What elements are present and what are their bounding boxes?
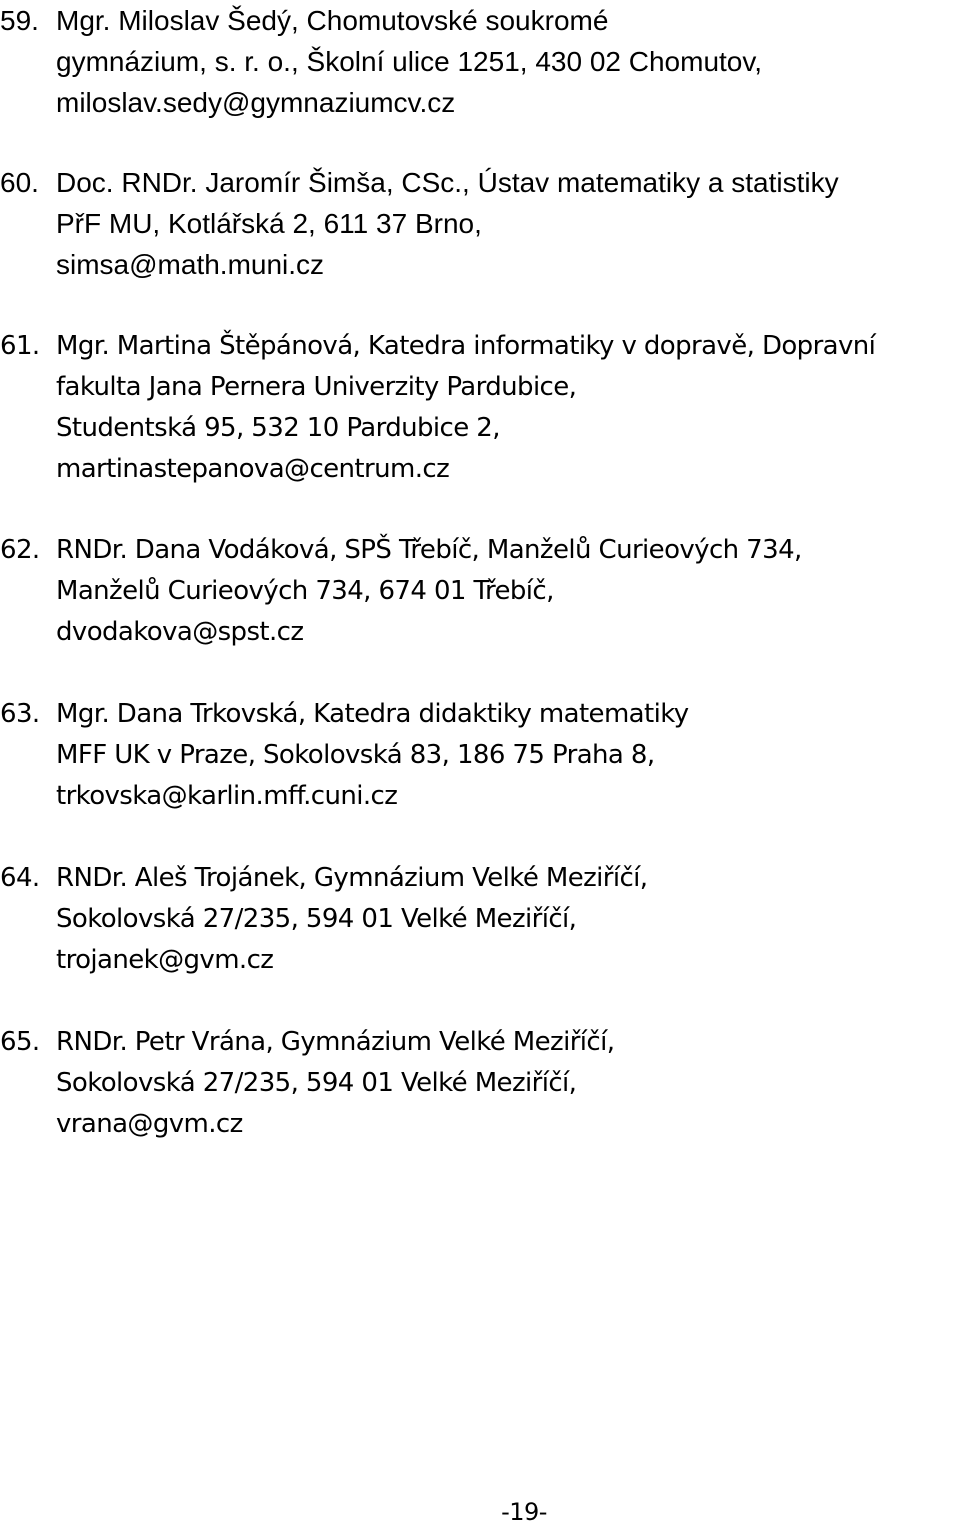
contact-entry-63 — [0, 694, 960, 817]
contact-entry-64 — [0, 858, 960, 981]
entry-line: Manželů Curieových 734, 674 01 Třebíč, — [56, 576, 554, 606]
contact-entry-65 — [0, 1022, 960, 1145]
entry-line: Mgr. Miloslav Šedý, Chomutovské soukromé — [56, 5, 609, 36]
entry-number: 59. — [0, 5, 39, 36]
entry-line: PřF MU, Kotlářská 2, 611 37 Brno, — [56, 208, 482, 239]
entry-line: RNDr. Aleš Trojánek, Gymnázium Velké Meziříčí, — [56, 863, 648, 893]
entry-line: RNDr. Petr Vrána, Gymnázium Velké Meziříčí, — [56, 1027, 615, 1057]
entry-line: trkovska@karlin.mff.cuni.cz — [56, 781, 398, 811]
entry-number: 64. — [0, 863, 40, 893]
entry-number: 65. — [0, 1027, 40, 1057]
entry-line: trojanek@gvm.cz — [56, 945, 274, 975]
entry-line: MFF UK v Praze, Sokolovská 83, 186 75 Praha 8, — [56, 740, 655, 770]
entry-line: Sokolovská 27/235, 594 01 Velké Meziříčí, — [56, 1068, 577, 1098]
entry-line: Mgr. Dana Trkovská, Katedra didaktiky matematiky — [56, 699, 689, 729]
page-number: -19- — [501, 1498, 547, 1526]
entry-line: RNDr. Dana Vodáková, SPŠ Třebíč, Manželů Curieových 734, — [56, 535, 802, 565]
entry-line: simsa@math.muni.cz — [56, 249, 325, 280]
entry-line: martinastepanova@centrum.cz — [56, 454, 450, 484]
entry-line: Sokolovská 27/235, 594 01 Velké Meziříčí, — [56, 904, 577, 934]
contact-entry-61 — [0, 326, 960, 490]
entry-line: miloslav.sedy@gymnaziumcv.cz — [56, 87, 456, 118]
entry-number: 63. — [0, 699, 40, 729]
entry-line: gymnázium, s. r. o., Školní ulice 1251, 430 02 Chomutov, — [56, 46, 763, 77]
contact-entry-62 — [0, 530, 960, 653]
entry-line: Doc. RNDr. Jaromír Šimša, CSc., Ústav matematiky a statistiky — [56, 167, 839, 198]
entry-line: Mgr. Martina Štěpánová, Katedra informatiky v dopravě, Dopravní — [56, 331, 876, 361]
entry-number: 62. — [0, 535, 40, 565]
entry-line: vrana@gvm.cz — [56, 1109, 243, 1139]
entry-number: 61. — [0, 331, 40, 361]
entry-line: dvodakova@spst.cz — [56, 617, 304, 647]
entry-line: fakulta Jana Pernera Univerzity Pardubice, — [56, 372, 577, 402]
contact-entry-60 — [0, 162, 960, 285]
entry-number: 60. — [0, 167, 39, 198]
entry-line: Studentská 95, 532 10 Pardubice 2, — [56, 413, 500, 443]
contact-entry-59 — [0, 0, 960, 123]
